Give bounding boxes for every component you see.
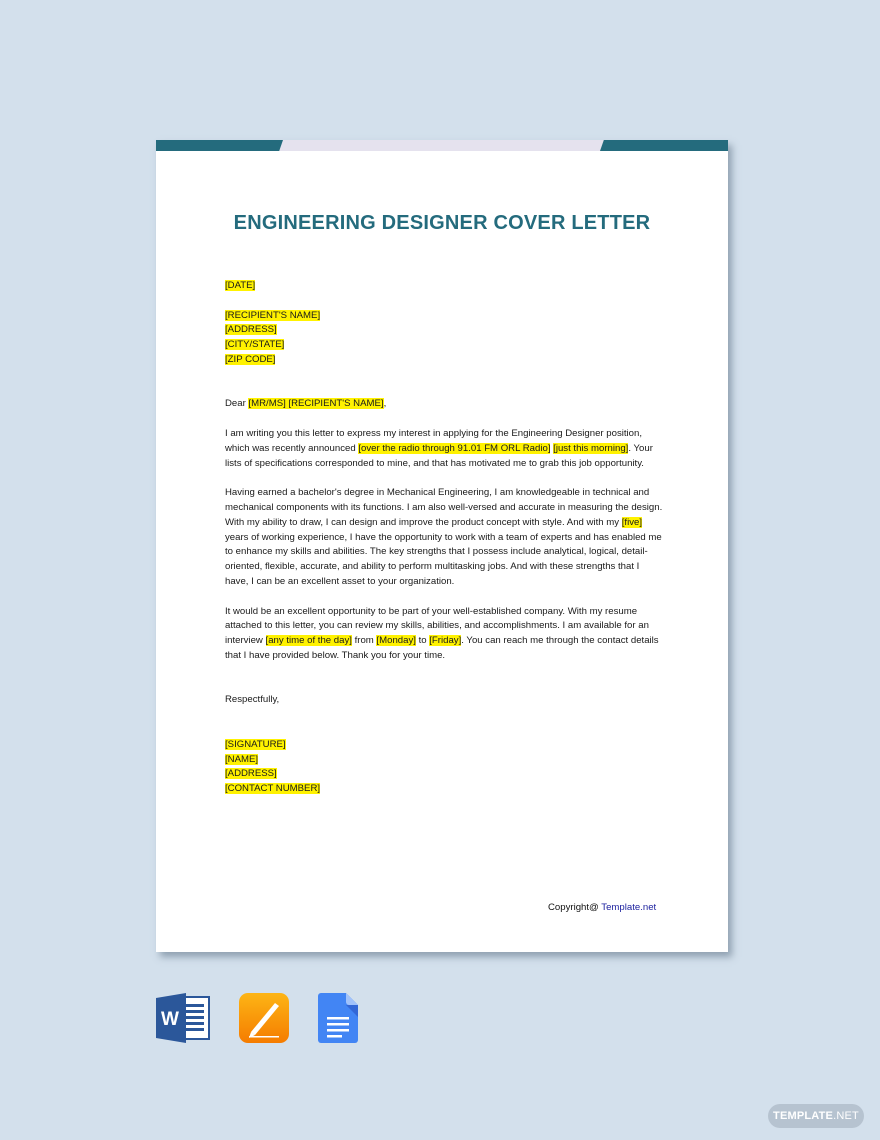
- recipient-city-line: [225, 338, 665, 353]
- recipient-name-placeholder: [RECIPIENT'S NAME]: [225, 309, 321, 321]
- svg-text:W: W: [161, 1009, 179, 1030]
- salutation-placeholder: [MR/MS] [RECIPIENT'S NAME]: [248, 398, 384, 410]
- letter-body: [225, 279, 665, 797]
- signature-placeholder: [SIGNATURE]: [225, 738, 286, 750]
- copyright-link[interactable]: Template.net: [601, 902, 657, 913]
- recipient-address-placeholder: [ADDRESS]: [225, 324, 277, 336]
- recipient-zip-placeholder: [ZIP CODE]: [225, 353, 276, 365]
- recipient-address-line: [225, 323, 665, 338]
- source-placeholder: [over the radio through 91.01 FM ORL Radio]: [358, 442, 551, 454]
- copyright-notice: Copyright@ Template.net: [548, 902, 657, 913]
- document-page: [156, 140, 728, 952]
- document-title: ENGINEERING DESIGNER COVER LETTER: [233, 212, 651, 234]
- sender-address-placeholder: [ADDRESS]: [225, 768, 277, 780]
- recipient-zip-line: [225, 353, 665, 368]
- closing: Respectfully,: [225, 694, 280, 706]
- sender-name-placeholder: [NAME]: [225, 753, 259, 765]
- recipient-name-line: [225, 309, 665, 324]
- start-day-placeholder: [Monday]: [376, 635, 416, 647]
- sender-address-line: [225, 767, 665, 782]
- sender-contact-placeholder: [CONTACT NUMBER]: [225, 783, 321, 795]
- template-net-watermark: TEMPLATE.NET: [768, 1104, 864, 1128]
- apple-pages-icon[interactable]: [239, 992, 289, 1044]
- salutation: Dear [MR/MS] [RECIPIENT'S NAME],: [225, 398, 387, 410]
- paragraph-availability: It would be an excellent opportunity to be part of your well-established company. With my resume attached to this letter, you can review my skills, abilities, and accomplishments. I am available for an interview [any time of the day] from [Monday] to [Friday]. You can reach me through the contact details that I have provided below. Thank you for your time.: [225, 605, 659, 661]
- recipient-city-placeholder: [CITY/STATE]: [225, 339, 285, 351]
- paragraph-interest: I am writing you this letter to express my interest in applying for the Engineering Designer position, which was recently announced [over the radio through 91.01 FM ORL Radio] [just this morning]. Your lists of specifications corresponded to mine, and that has motivated me to grab this job opportunity.: [225, 427, 653, 469]
- microsoft-word-icon[interactable]: [156, 992, 210, 1044]
- date-line: [225, 279, 665, 294]
- header-decoration-bar: [156, 140, 728, 151]
- sender-contact-line: [225, 782, 665, 797]
- end-day-placeholder: [Friday]: [429, 635, 462, 647]
- signature-line: [225, 738, 665, 753]
- years-placeholder: [five]: [621, 516, 642, 528]
- paragraph-qualifications: Having earned a bachelor's degree in Mechanical Engineering, I am knowledgeable in technical and mechanical components with its functions. I am also well-versed and accurate in measuring the design. With my ability to draw, I can design and improve the product concept with style. And with my [five] years of working experience, I have the opportunity to work with a team of experts and has enabled me to enhance my skills and abilities. The key strengths that I possess include analytical, logical, detail-oriented, flexible, accurate, and ability to perform multitasking jobs. And with these strengths that I have, I can be an excellent asset to your organization.: [225, 487, 663, 587]
- google-docs-icon[interactable]: [318, 992, 358, 1044]
- date-placeholder: [DATE]: [225, 280, 256, 291]
- header-bar-right-segment: [600, 140, 728, 151]
- availability-time-placeholder: [any time of the day]: [265, 635, 352, 647]
- header-bar-left-segment: [156, 140, 283, 151]
- sender-name-line: [225, 753, 665, 768]
- time-placeholder: [just this morning]: [553, 442, 629, 454]
